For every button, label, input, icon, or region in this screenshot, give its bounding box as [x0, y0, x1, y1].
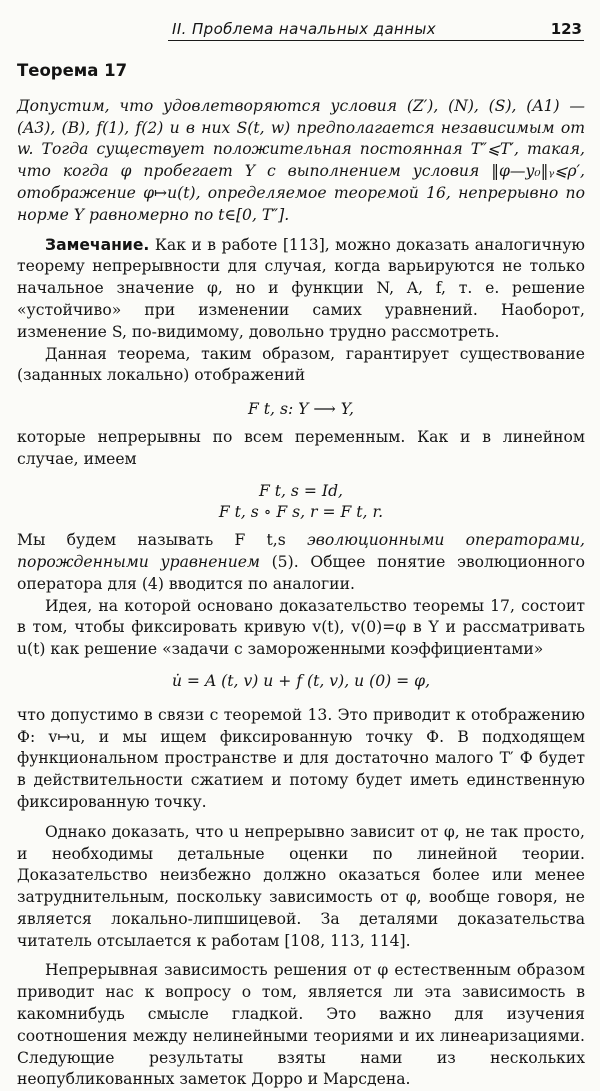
formula-evolution-map: F t, s: Y ⟶ Y,: [248, 400, 354, 419]
theorem-statement: Допустим, что удовлетворяются условия (Z′), (N), (S), (A1) — (A3), (B), f(1), f(2) и в них S(t, w) предполагается независимым от w. Тогда существует положительная постоянная T″⩽T′, такая, что когда φ пробегает Y с выполнением условия ‖φ—y₀‖ᵧ⩽ρ′, отображение φ↦u(t), определяемое теоремой 16, непрерывно по норме Y равномерно по t∈[0, T″].: [17, 96, 585, 224]
paragraph-evolution-maps: Данная теорема, таким образом, гарантирует существование (заданных локально) отображений: [17, 344, 585, 385]
remark-paragraph: [17, 235, 585, 344]
p3-italic-term: эволюционными операторами, порожденными уравнением: [17, 531, 585, 571]
paragraph-continuity: которые непрерывны по всем переменным. Как и в линейном случае, имеем: [17, 427, 585, 468]
paragraph-smoothness: Непрерывная зависимость решения от φ естественным образом приводит нас к вопросу о том, является ли эта зависимость в какомнибудь смысле гладкой. Это важно для изучения соотношения между нелинейными теориями и их линеаризациями. Следующие результаты взяты нами из нескольких неопубликованных заметок Дорро и Марсдена.: [17, 961, 585, 1089]
paragraph-fixed-point: что допустимо в связи с теоремой 13. Это приводит к отображению Ф: v↦u, и мы ищем фиксированную точку Ф. В подходящем функциональном пространстве и для достаточно малого T′ Ф будет в действительности сжатием и потому будет иметь единственную фиксированную точку.: [17, 705, 585, 811]
page-number: 123: [550, 20, 582, 38]
paragraph-proof-idea: Идея, на которой основано доказательство теоремы 17, состоит в том, чтобы фиксировать кривую v(t), v(0)=φ в Y и рассматривать u(t) как решение «задачи с замороженными коэффициентами»: [17, 596, 585, 659]
formula-frozen-coefficients: u̇ = A (t, v) u + f (t, v), u (0) = φ,: [171, 671, 431, 690]
remark-text: Как и в работе [113], можно доказать аналогичную теорему непрерывности для случая, когда варьируются не только начальное значение φ, но и функции N, A, f, т. е. решение «устойчиво» при изменении самих уравнений. Наоборот, изменение S, по-видимому, довольно трудно рассмотреть.: [17, 235, 585, 341]
page-content: [17, 60, 585, 1091]
running-head: [168, 18, 584, 41]
remark-label: Замечание.: [45, 235, 150, 254]
theorem-title: Теорема 17: [17, 61, 128, 80]
p3-start: Мы будем называть F t,s: [17, 531, 308, 550]
formula-composition: F t, s ∘ F s, r = F t, r.: [218, 503, 384, 522]
paragraph-evolution-operators: [17, 530, 585, 595]
chapter-title: II. Проблема начальных данных: [172, 20, 436, 38]
formula-identity: F t, s = Id,: [258, 481, 344, 500]
p3-end: (5). Общее понятие эволюционного оператора для (4) вводится по аналогии.: [17, 552, 586, 593]
paragraph-proof-difficulty: Однако доказать, что u непрерывно зависит от φ, не так просто, и необходимы детальные оценки по линейной теории. Доказательство неизбежно должно оказаться более или менее затруднительным, поскольку зависимость от φ, вообще говоря, не является локально-липшицевой. За деталями доказательства читатель отсылается к работам [108, 113, 114].: [17, 822, 585, 950]
